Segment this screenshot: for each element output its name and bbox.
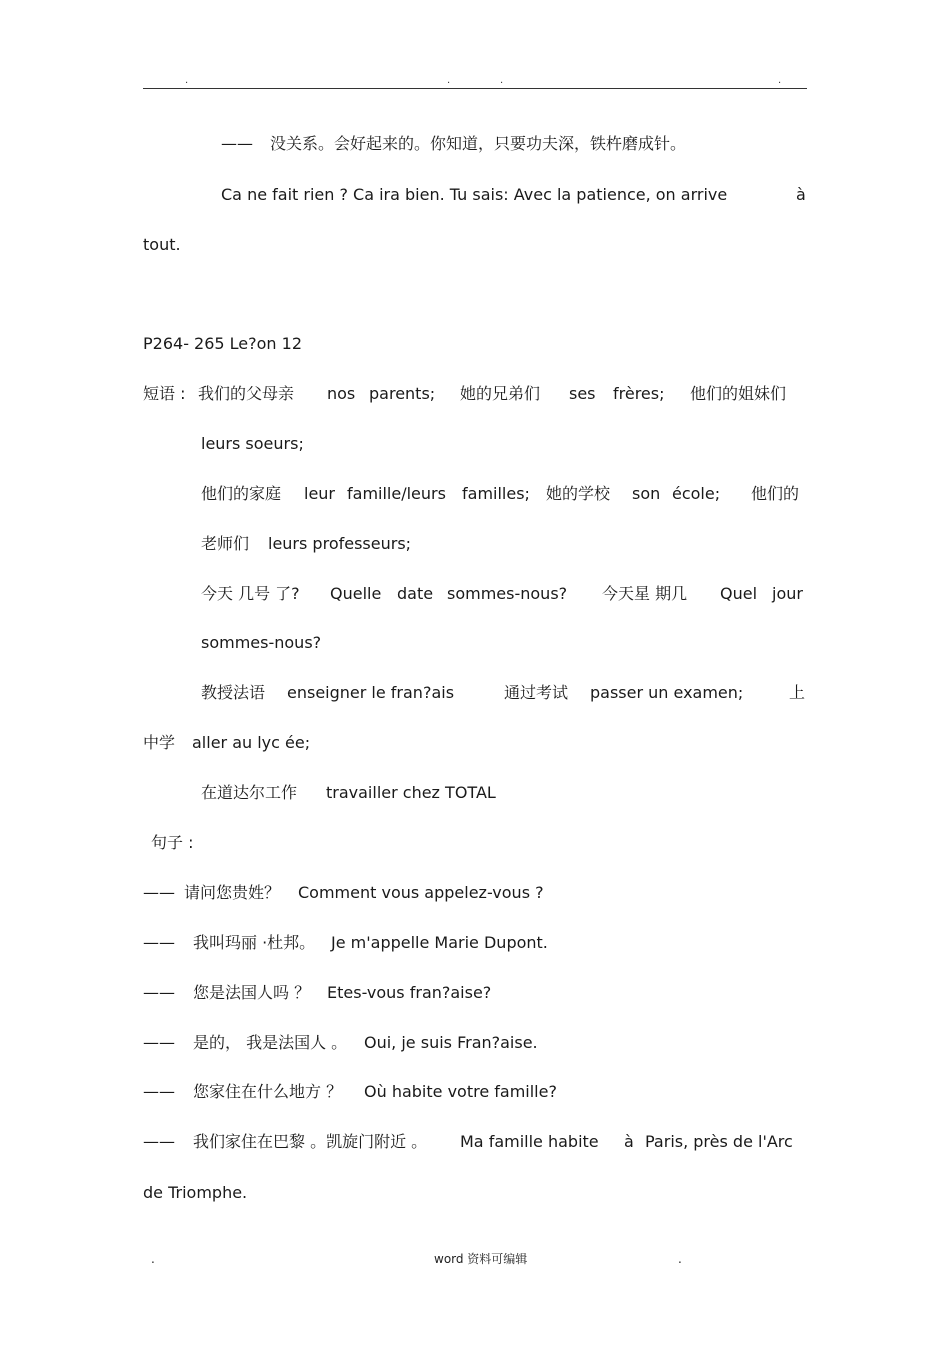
french-text: Ca ne fait rien ? Ca ira bien. Tu sais: Avec la patience, on arrive xyxy=(221,185,728,204)
chinese-text: 您家住在什么地方 ？ xyxy=(193,1082,343,1101)
french-text: Où habite votre famille? xyxy=(364,1082,557,1101)
french-text: leurs professeurs; xyxy=(268,534,412,553)
chinese-text: 是的， 我是法国人 。 xyxy=(193,1033,348,1052)
header-rule xyxy=(143,88,807,89)
chinese-text: 教授法语 xyxy=(201,683,266,702)
french-text: Quelle xyxy=(330,584,382,603)
french-text: son xyxy=(632,484,661,503)
french-text: Quel xyxy=(720,584,758,603)
dash: —— xyxy=(143,1033,175,1052)
header-dot: . xyxy=(778,75,782,86)
french-text: Paris, près de l'Arc xyxy=(645,1132,793,1151)
chinese-text: 通过考试 xyxy=(504,683,569,702)
chinese-text: 我叫玛丽 ·杜邦。 xyxy=(193,933,316,952)
chinese-text: 她的学校 xyxy=(546,484,611,503)
header-dot: . xyxy=(447,75,451,86)
chinese-text: 老师们 xyxy=(201,534,250,553)
chinese-text: 他们的 xyxy=(751,484,800,503)
french-text: jour xyxy=(772,584,803,603)
french-text: tout. xyxy=(143,235,181,254)
french-text: Je m'appelle Marie Dupont. xyxy=(331,933,548,952)
chinese-text: 我们的父母亲 xyxy=(198,384,295,403)
chinese-text: 在道达尔工作 xyxy=(201,783,298,802)
french-text: sommes-nous? xyxy=(447,584,568,603)
footer-dot: . xyxy=(151,1252,155,1266)
french-text: Oui, je suis Fran?aise. xyxy=(364,1033,538,1052)
dash: —— xyxy=(143,1082,175,1101)
chinese-text: 上 xyxy=(789,683,806,702)
section-label: 短语 : xyxy=(143,384,186,403)
french-text: sommes-nous? xyxy=(201,633,322,652)
header-dot: . xyxy=(500,75,504,86)
french-text: de Triomphe. xyxy=(143,1183,248,1202)
footer-text: word 资料可编辑 xyxy=(434,1252,528,1266)
dash: —— xyxy=(221,134,253,153)
french-text: Ma famille habite xyxy=(460,1132,599,1151)
dash: —— xyxy=(143,983,175,1002)
section-label: 句子 : xyxy=(151,833,194,852)
chinese-text: 请问您贵姓？ xyxy=(184,883,281,902)
chinese-text: 他们的姐妹们 xyxy=(690,384,787,403)
chinese-text: 她的兄弟们 xyxy=(460,384,541,403)
lesson-heading: P264- 265 Le?on 12 xyxy=(143,334,303,353)
french-text: nos xyxy=(327,384,356,403)
dash: —— xyxy=(143,933,175,952)
french-text: à xyxy=(796,185,806,204)
french-text: ses xyxy=(569,384,596,403)
chinese-text: 今天星 期几 xyxy=(602,584,688,603)
footer-dot: . xyxy=(678,1252,682,1266)
french-text: frères; xyxy=(613,384,665,403)
header-dot: . xyxy=(185,75,189,86)
french-text: date xyxy=(397,584,434,603)
chinese-text: 中学 xyxy=(143,733,176,752)
dash: —— xyxy=(143,1132,175,1151)
french-text: enseigner le fran?ais xyxy=(287,683,455,702)
french-text: école; xyxy=(672,484,721,503)
chinese-text: 没关系。会好起来的。你知道，只要功夫深，铁杵磨成针。 xyxy=(270,134,687,153)
french-text: familles; xyxy=(462,484,530,503)
chinese-text: 您是法国人吗 ？ xyxy=(193,983,311,1002)
french-text: aller au lyc ée; xyxy=(192,733,311,752)
french-text: travailler chez TOTAL xyxy=(326,783,496,802)
chinese-text: 今天 几号 了? xyxy=(201,584,300,603)
french-text: parents; xyxy=(369,384,436,403)
french-text: leur xyxy=(304,484,336,503)
french-text: Etes-vous fran?aise? xyxy=(327,983,492,1002)
dash: —— xyxy=(143,883,175,902)
french-text: leurs soeurs; xyxy=(201,434,304,453)
chinese-text: 他们的家庭 xyxy=(201,484,282,503)
french-text: famille/leurs xyxy=(347,484,446,503)
chinese-text: 我们家住在巴黎 。凯旋门附近 。 xyxy=(193,1132,428,1151)
french-text: à xyxy=(624,1132,634,1151)
french-text: passer un examen; xyxy=(590,683,744,702)
french-text: Comment vous appelez-vous ? xyxy=(298,883,544,902)
